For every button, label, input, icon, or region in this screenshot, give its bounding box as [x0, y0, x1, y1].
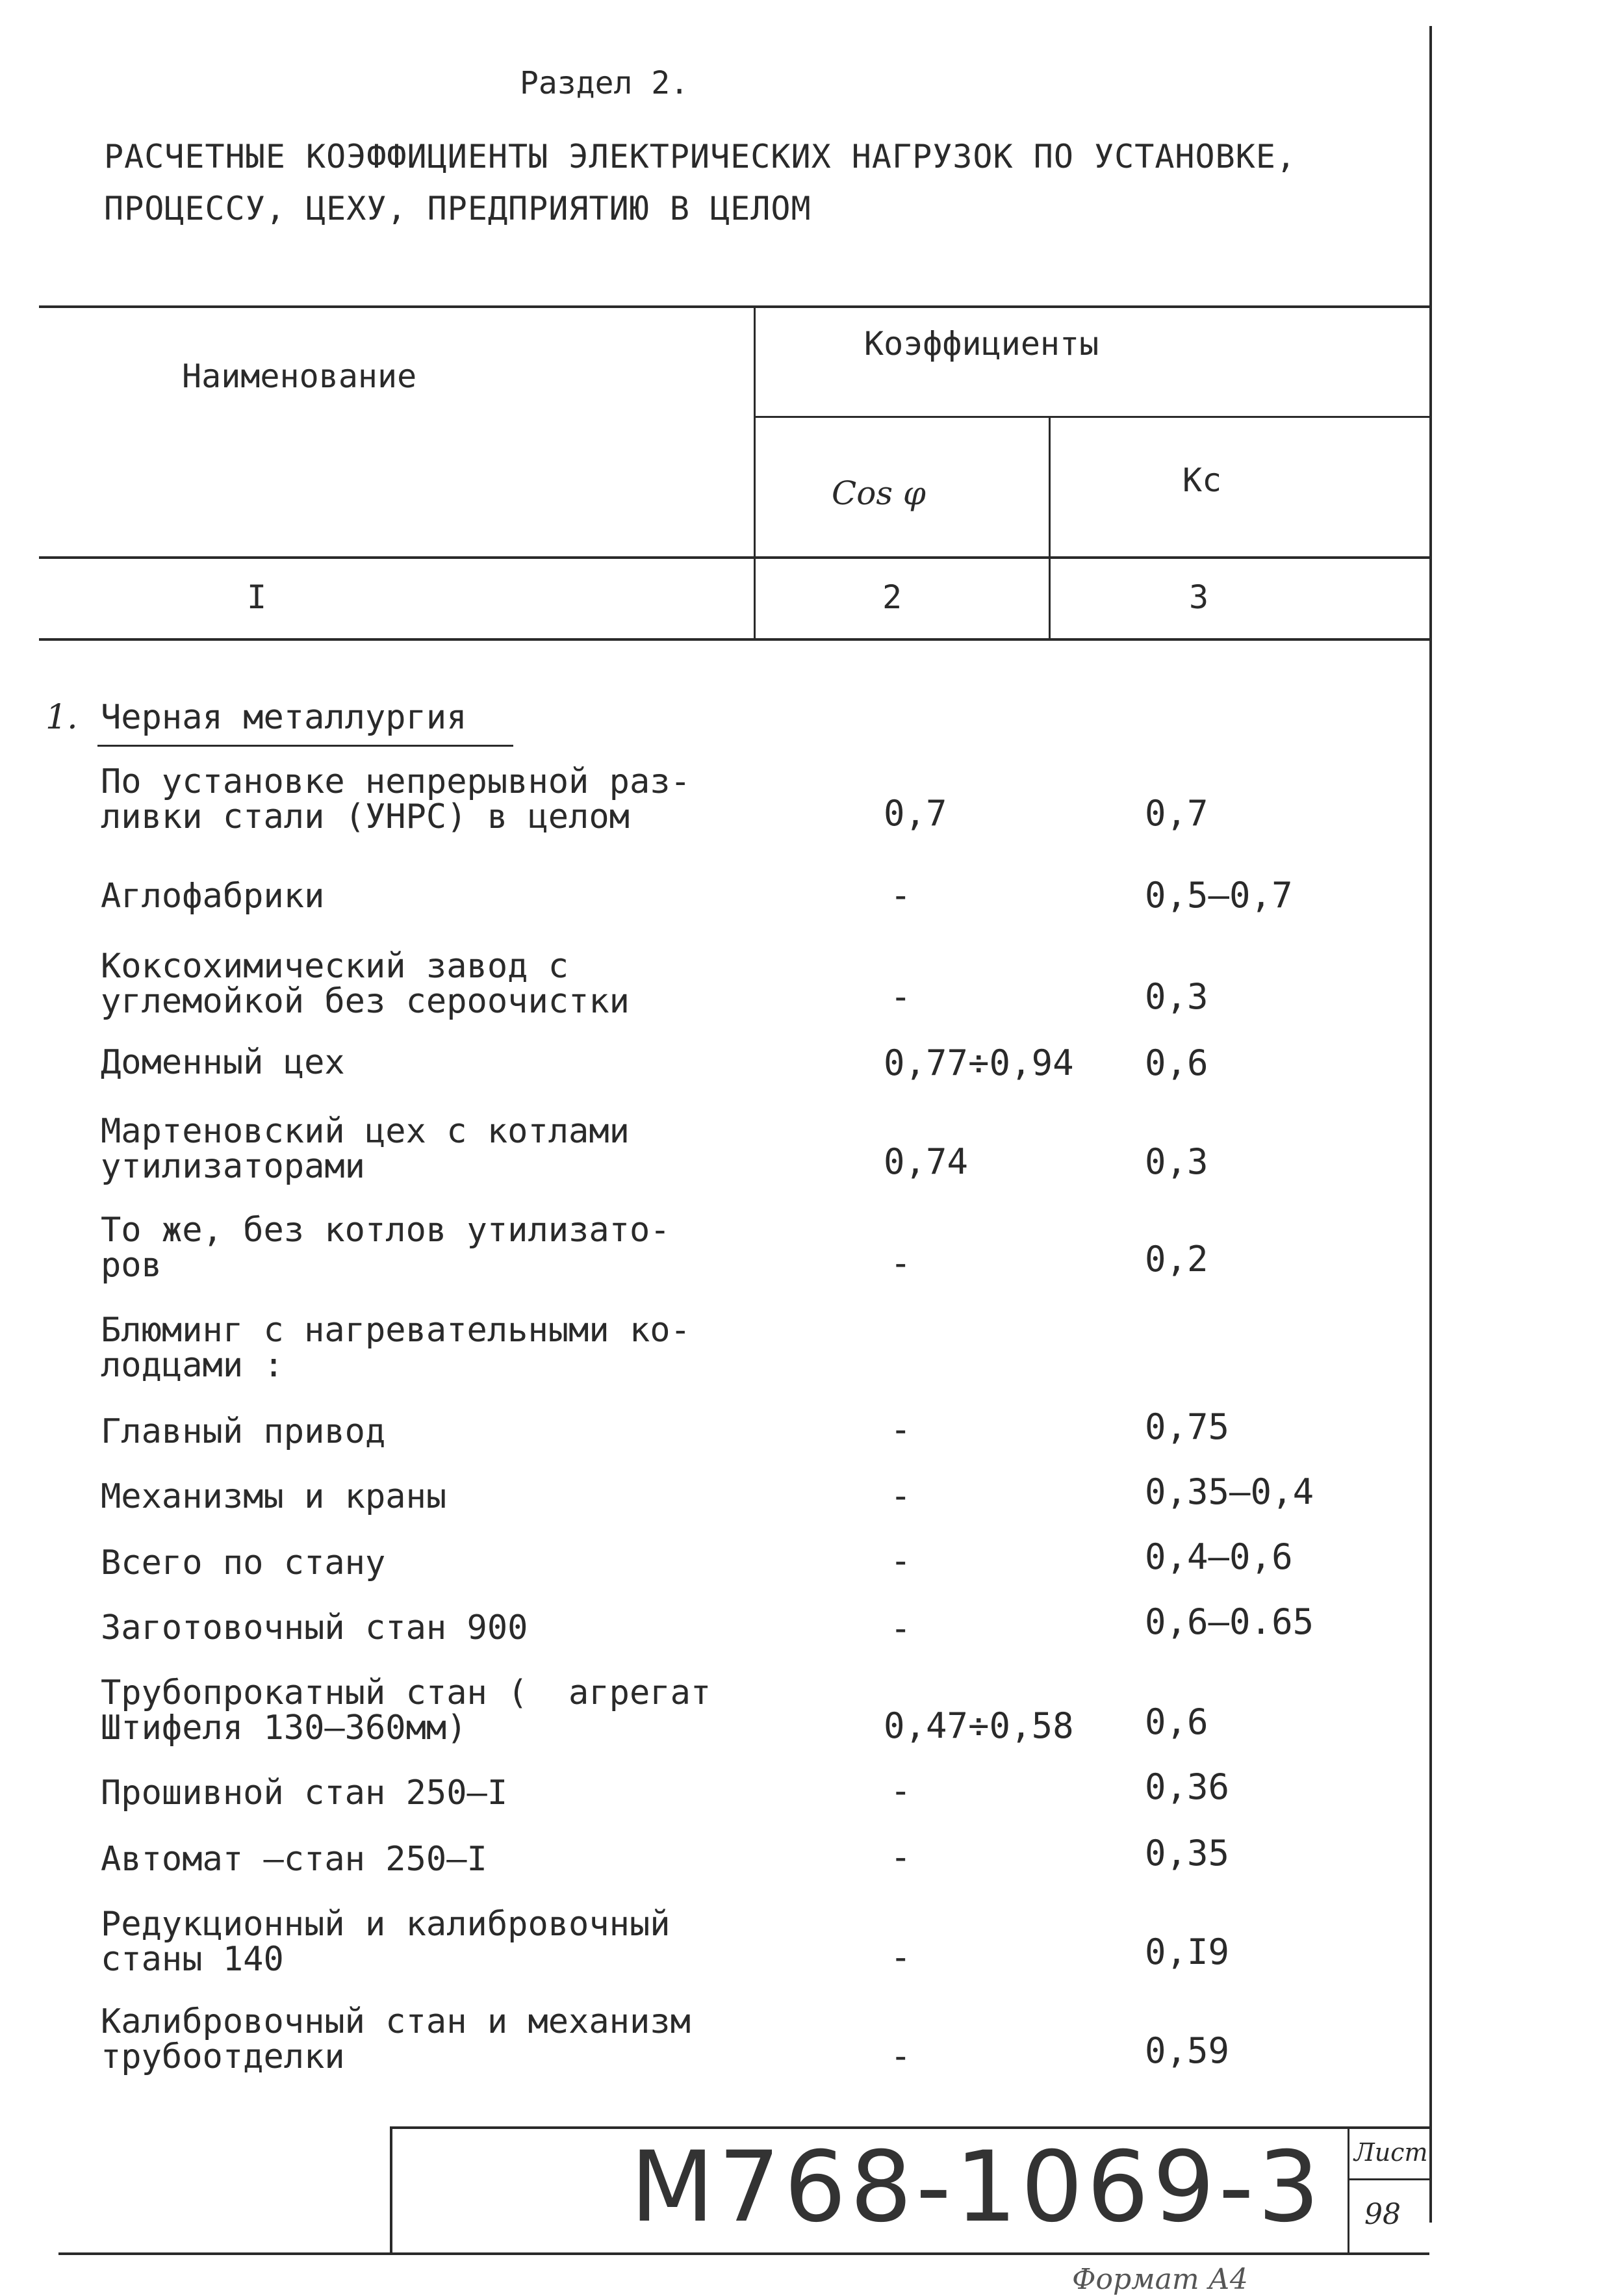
stamp-bottom-border	[58, 2252, 1429, 2255]
table-row-cos: 0,74	[884, 1141, 969, 1182]
table-row-cos: -	[890, 1475, 912, 1516]
table-row-kc: 0,35	[1145, 1833, 1230, 1874]
table-row-kc: 0,7	[1145, 793, 1208, 834]
table-row-name: Всего по стану	[101, 1543, 386, 1582]
table-row-cos: 0,77÷0,94	[884, 1042, 1074, 1083]
table-row-name: Главный привод	[101, 1412, 386, 1451]
table-row-kc: 0,I9	[1145, 1931, 1230, 1972]
table-row-kc: 0,6	[1145, 1042, 1208, 1083]
table-row-kc: 0,3	[1145, 976, 1208, 1017]
table-row-cos: -	[890, 1937, 912, 1978]
column-header-name: Наименование	[182, 357, 417, 395]
column-header-kc: Кс	[1182, 461, 1222, 499]
category-number: 1.	[45, 698, 78, 737]
table-row-kc: 0,36	[1145, 1766, 1230, 1807]
table-row-name: Прошивной стан 250–I	[101, 1774, 508, 1812]
document-title-line-2: ПРОЦЕССУ, ЦЕХУ, ПРЕДПРИЯТИЮ В ЦЕЛОМ	[104, 190, 812, 227]
table-row-name: Блюминг с нагревательными ко- лодцами :	[101, 1311, 691, 1385]
header-bottom-border	[39, 556, 1429, 559]
table-row-kc: 0,35–0,4	[1145, 1471, 1314, 1512]
stamp-left-border	[390, 2126, 392, 2255]
table-row-cos: -	[890, 1837, 912, 1877]
table-row-kc: 0,5–0,7	[1145, 875, 1293, 916]
table-row-kc: 0,6	[1145, 1701, 1208, 1742]
table-row-kc: 0,3	[1145, 1141, 1208, 1182]
table-row-name: То же, без котлов утилизато- ров	[101, 1211, 671, 1285]
table-row-cos: -	[890, 1540, 912, 1581]
table-row-name: По установке непрерывной раз- ливки стали (УНРС) в целом	[101, 762, 691, 836]
table-row-name: Мартеновский цех с котлами утилизаторами	[101, 1112, 630, 1186]
document-title-line-1: РАСЧЕТНЫЕ КОЭФФИЦИЕНТЫ ЭЛЕКТРИЧЕСКИХ НАГРУЗОК ПО УСТАНОВКЕ,	[104, 138, 1297, 175]
document-code: М768-1069-3	[630, 2131, 1324, 2244]
table-row-cos: -	[890, 2035, 912, 2076]
column-number-3: 3	[1189, 578, 1209, 616]
table-row-name: Трубопрокатный стан ( агрегат Штифеля 130–360мм)	[101, 1673, 711, 1748]
sheet-label: Лист	[1354, 2138, 1428, 2167]
table-row-kc: 0,59	[1145, 2030, 1230, 2071]
table-row-name: Аглофабрики	[101, 877, 325, 916]
sheet-number: 98	[1364, 2198, 1401, 2231]
coeffs-underline	[754, 416, 1429, 418]
table-row-name: Калибровочный стан и механизм трубоотделки	[101, 2002, 691, 2076]
column-number-2: 2	[882, 578, 902, 616]
column-divider-1	[754, 305, 756, 641]
category-title: Черная металлургия	[101, 698, 467, 737]
table-row-kc: 0,2	[1145, 1239, 1208, 1280]
table-row-cos: -	[890, 1770, 912, 1811]
table-row-name: Доменный цех	[101, 1043, 345, 1082]
column-divider-2	[1049, 416, 1051, 641]
column-number-1: I	[247, 578, 267, 616]
table-row-cos: -	[890, 1243, 912, 1283]
section-heading: Раздел 2.	[520, 65, 689, 101]
table-row-name: Заготовочный стан 900	[101, 1608, 528, 1647]
column-header-coefficients: Коэффициенты	[864, 325, 1099, 363]
table-row-name: Редукционный и калибровочный станы 140	[101, 1905, 671, 1979]
table-row-name: Механизмы и краны	[101, 1477, 447, 1516]
table-row-kc: 0,75	[1145, 1406, 1230, 1447]
table-row-kc: 0,4–0,6	[1145, 1536, 1293, 1577]
column-header-cos-phi: Cos φ	[832, 474, 926, 512]
category-underline	[97, 745, 513, 747]
table-row-cos: -	[890, 976, 912, 1017]
table-row-cos: 0,7	[884, 793, 947, 834]
stamp-sheet-label-line	[1348, 2178, 1429, 2180]
stamp-sheet-divider	[1348, 2126, 1349, 2255]
table-row-cos: -	[890, 875, 912, 916]
paper-format-label: Формат А4	[1072, 2263, 1248, 2296]
stamp-top-border	[390, 2126, 1429, 2129]
table-row-cos: 0,47÷0,58	[884, 1705, 1074, 1746]
table-row-name: Коксохимический завод с углемойкой без сероочистки	[101, 947, 630, 1021]
numbering-bottom-border	[39, 638, 1429, 641]
table-row-name: Автомат –стан 250–I	[101, 1840, 487, 1879]
right-margin-line	[1429, 26, 1432, 2223]
table-row-cos: -	[890, 1608, 912, 1649]
table-top-border	[39, 305, 1429, 308]
table-row-kc: 0,6–0.65	[1145, 1601, 1314, 1642]
table-row-cos: -	[890, 1409, 912, 1450]
